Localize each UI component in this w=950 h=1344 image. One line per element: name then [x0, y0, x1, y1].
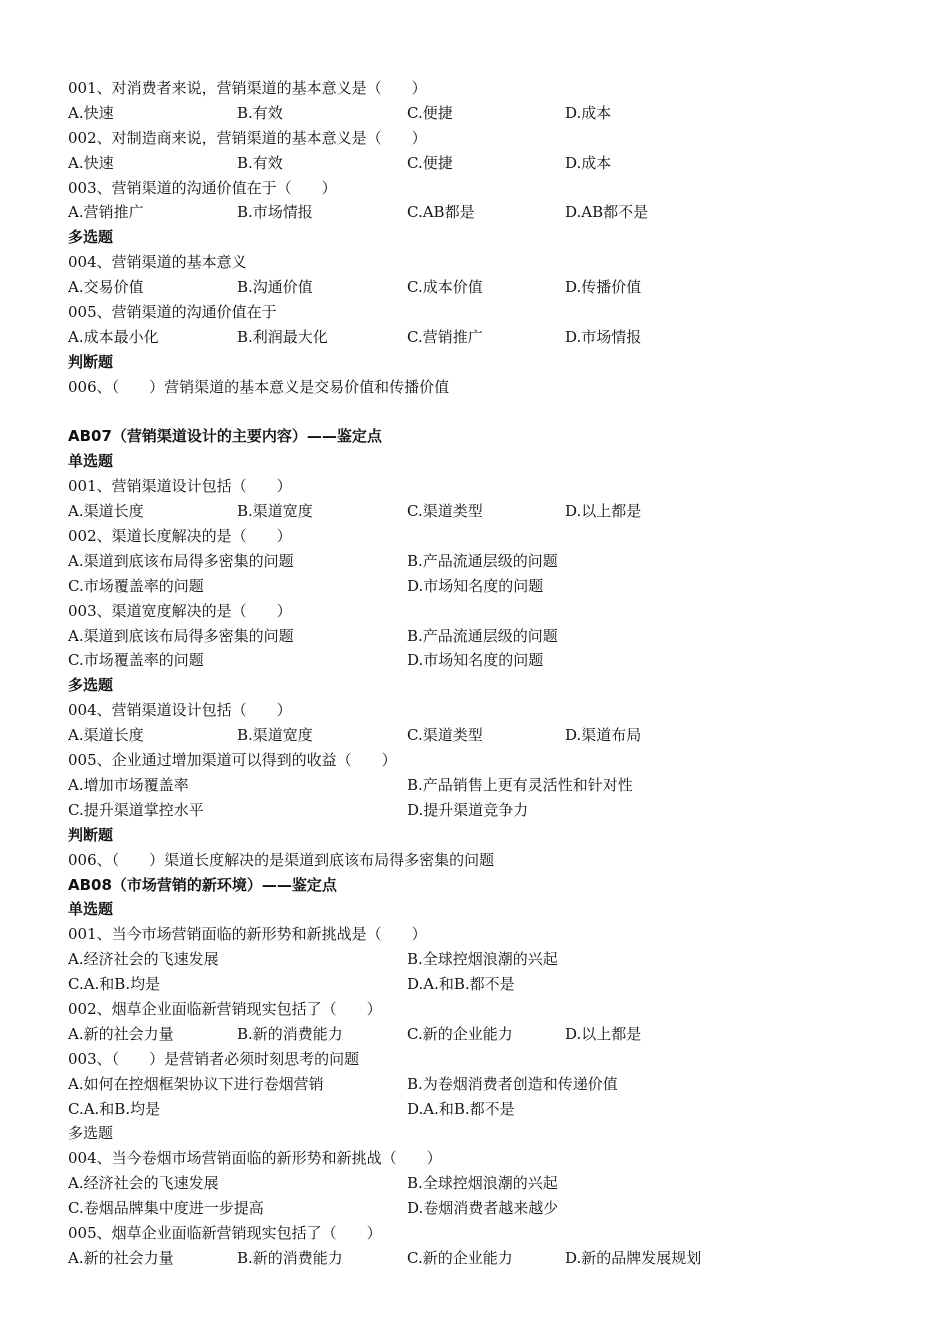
option-c: C.市场覆盖率的问题 — [68, 576, 204, 595]
option-a: A.如何在控烟框架协议下进行卷烟营销 — [68, 1074, 324, 1093]
document-page — [68, 76, 928, 1271]
option-a: A.快速 — [68, 153, 114, 172]
option-d: D.AB都不是 — [565, 203, 649, 222]
option-b: B.产品流通层级的问题 — [407, 551, 558, 570]
option-a: A.经济社会的飞速发展 — [68, 950, 219, 969]
question-006: 006、（ ）营销渠道的基本意义是交易价值和传播价值 — [68, 377, 450, 396]
question-005: 005、营销渠道的沟通价值在于 — [68, 303, 277, 322]
option-b: B.渠道宽度 — [237, 726, 313, 745]
option-d: D.提升渠道竞争力 — [407, 800, 529, 819]
question-004: 004、营销渠道的基本意义 — [68, 253, 247, 272]
option-d: D.成本 — [565, 103, 612, 122]
option-b: B.产品流通层级的问题 — [407, 626, 558, 645]
option-b: B.有效 — [237, 103, 283, 122]
options-row — [68, 1196, 928, 1221]
option-a: A.营销推广 — [68, 203, 144, 222]
option-d: D.以上都是 — [565, 1024, 642, 1043]
question-002: 002、对制造商来说，营销渠道的基本意义是（ ） — [68, 128, 427, 147]
options-row — [68, 1072, 928, 1097]
options-row — [68, 101, 928, 126]
option-a: A.渠道长度 — [68, 726, 144, 745]
question-006: 006、（ ）渠道长度解决的是渠道到底该布局得多密集的问题 — [68, 850, 495, 869]
option-a: A.经济社会的飞速发展 — [68, 1174, 219, 1193]
option-d: D.新的品牌发展规划 — [565, 1248, 702, 1267]
option-a: A.新的社会力量 — [68, 1248, 174, 1267]
options-row — [68, 723, 928, 748]
option-c: C.便捷 — [407, 153, 453, 172]
options-row — [68, 972, 928, 997]
option-c: C.提升渠道掌控水平 — [68, 800, 204, 819]
question-003: 003、渠道宽度解决的是（ ） — [68, 601, 292, 620]
options-row — [68, 151, 928, 176]
option-d: D.市场情报 — [565, 327, 642, 346]
question-001: 001、当今市场营销面临的新形势和新挑战是（ ） — [68, 925, 427, 944]
section-heading-judge: 判断题 — [68, 352, 114, 371]
question-004: 004、营销渠道设计包括（ ） — [68, 701, 292, 720]
option-d: D.A.和B.都不是 — [407, 975, 515, 994]
question-005: 005、烟草企业面临新营销现实包括了（ ） — [68, 1223, 382, 1242]
option-d: D.成本 — [565, 153, 612, 172]
section-title-ab07: AB07（营销渠道设计的主要内容）——鉴定点 — [68, 427, 382, 446]
section-heading-single: 单选题 — [68, 900, 114, 919]
question-001: 001、对消费者来说，营销渠道的基本意义是（ ） — [68, 79, 427, 97]
section-heading-multi: 多选题 — [68, 228, 114, 247]
option-c: C.成本价值 — [407, 278, 483, 297]
option-c: C.便捷 — [407, 103, 453, 122]
options-row — [68, 1097, 928, 1122]
option-c: C.营销推广 — [407, 327, 483, 346]
section-title-ab08: AB08（市场营销的新环境）——鉴定点 — [68, 875, 337, 894]
option-b: B.利润最大化 — [237, 327, 328, 346]
options-row — [68, 499, 928, 524]
option-b: B.全球控烟浪潮的兴起 — [407, 1174, 558, 1193]
options-row — [68, 549, 928, 574]
options-row — [68, 947, 928, 972]
option-b: B.新的消费能力 — [237, 1024, 343, 1043]
option-d: D.A.和B.都不是 — [407, 1099, 515, 1118]
options-row — [68, 275, 928, 300]
option-b: B.产品销售上更有灵活性和针对性 — [407, 775, 633, 794]
option-c: C.新的企业能力 — [407, 1248, 513, 1267]
option-b: B.有效 — [237, 153, 283, 172]
options-row — [68, 200, 928, 225]
section-heading-multi: 多选题 — [68, 676, 114, 695]
option-c: C.AB都是 — [407, 203, 475, 222]
question-002: 002、渠道长度解决的是（ ） — [68, 527, 292, 546]
question-001: 001、营销渠道设计包括（ ） — [68, 477, 292, 496]
option-a: A.增加市场覆盖率 — [68, 775, 189, 794]
option-a: A.渠道长度 — [68, 502, 144, 521]
option-c: C.新的企业能力 — [407, 1024, 513, 1043]
options-row — [68, 773, 928, 798]
options-row — [68, 1022, 928, 1047]
option-d: D.市场知名度的问题 — [407, 651, 544, 670]
question-003: 003、（ ）是营销者必须时刻思考的问题 — [68, 1049, 360, 1068]
section-heading-multi: 多选题 — [68, 1124, 114, 1143]
option-b: B.市场情报 — [237, 203, 313, 222]
option-c: C.A.和B.均是 — [68, 975, 161, 994]
option-d: D.卷烟消费者越来越少 — [407, 1199, 559, 1218]
option-d: D.以上都是 — [565, 502, 642, 521]
option-a: A.成本最小化 — [68, 327, 159, 346]
question-002: 002、烟草企业面临新营销现实包括了（ ） — [68, 999, 382, 1018]
option-b: B.新的消费能力 — [237, 1248, 343, 1267]
option-c: C.渠道类型 — [407, 502, 483, 521]
options-row — [68, 325, 928, 350]
option-b: B.全球控烟浪潮的兴起 — [407, 950, 558, 969]
question-004: 004、当今卷烟市场营销面临的新形势和新挑战（ ） — [68, 1149, 442, 1168]
question-005: 005、企业通过增加渠道可以得到的收益（ ） — [68, 751, 397, 770]
option-b: B.沟通价值 — [237, 278, 313, 297]
options-row — [68, 1171, 928, 1196]
options-row — [68, 1246, 928, 1271]
option-d: D.传播价值 — [565, 278, 642, 297]
option-a: A.渠道到底该布局得多密集的问题 — [68, 626, 294, 645]
option-a: A.交易价值 — [68, 278, 144, 297]
option-a: A.渠道到底该布局得多密集的问题 — [68, 551, 294, 570]
option-a: A.新的社会力量 — [68, 1024, 174, 1043]
options-row — [68, 648, 928, 673]
option-c: C.市场覆盖率的问题 — [68, 651, 204, 670]
question-003: 003、营销渠道的沟通价值在于（ ） — [68, 178, 337, 197]
spacer — [68, 400, 928, 425]
option-b: B.为卷烟消费者创造和传递价值 — [407, 1074, 618, 1093]
option-c: C.渠道类型 — [407, 726, 483, 745]
options-row — [68, 624, 928, 649]
options-row — [68, 798, 928, 823]
option-b: B.渠道宽度 — [237, 502, 313, 521]
option-d: D.渠道布局 — [565, 726, 642, 745]
options-row — [68, 574, 928, 599]
option-d: D.市场知名度的问题 — [407, 576, 544, 595]
option-a: A.快速 — [68, 103, 114, 122]
section-heading-judge: 判断题 — [68, 825, 114, 844]
section-heading-single: 单选题 — [68, 452, 114, 471]
option-c: C.A.和B.均是 — [68, 1099, 161, 1118]
option-c: C.卷烟品牌集中度进一步提高 — [68, 1199, 264, 1218]
